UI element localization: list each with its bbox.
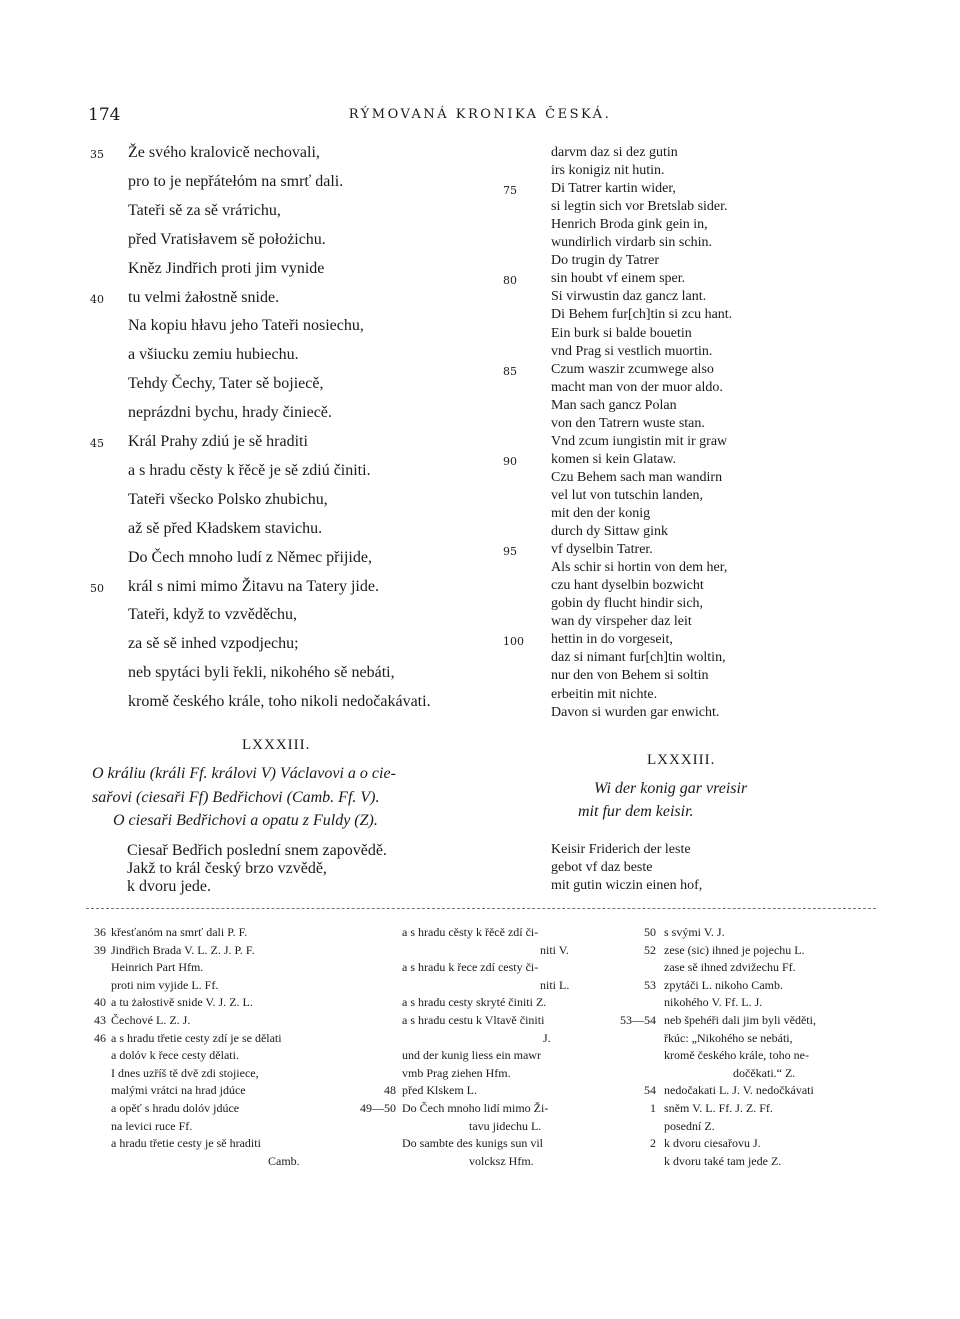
footnote-number: 53 [644, 977, 656, 992]
czech-verse-line: Tateři všecko Polsko zhubichu, [128, 490, 328, 508]
german-verse-line: darvm daz si dez gutin [551, 145, 678, 160]
czech-verse-line: neb spytáci byli řekli, nikohého sě nebáti, [128, 664, 395, 682]
czech-verse-line: před Vratisłavem sě położichu. [128, 230, 326, 248]
footnote-line: a s hradu k řece zdí cesty či- [402, 960, 539, 975]
page-number: 174 [88, 105, 121, 125]
german-verse-line: Henrich Broda gink gein in, [551, 217, 708, 233]
german-verse-line: mit den der konig [551, 506, 651, 521]
left-section-number: LXXXIII. [242, 737, 311, 753]
footnote-line: a s hradu cesty skryté činiti Z. [402, 995, 547, 1010]
footnote-number: 52 [644, 942, 656, 957]
czech-verse-line: Na kopiu hłavu jeho Tateři nosiechu, [128, 317, 364, 335]
running-title: RÝMOVANÁ KRONIKA ČESKÁ. [348, 107, 612, 122]
czech-verse-line: Král Prahy zdiú je sě hraditi [128, 433, 308, 450]
footnote-number: 36 [94, 925, 106, 939]
german-verse-line: vnd Prag si vestlich muortin. [551, 343, 713, 359]
czech-verse-line: kromě českého krále, toho nikoli nedočakávati. [128, 693, 431, 711]
footnote-line: zese (sic) ihned je pojechu L. [664, 942, 805, 957]
german-verse-line: von den Tatrern wuste stan. [551, 415, 705, 431]
footnote-line: a s hradu cěsty k řěcě zdí či- [402, 925, 539, 939]
footnote-line: volcksz Hfm. [469, 1153, 534, 1168]
german-verse-line: si legtin sich vor Bretslab sider. [551, 199, 728, 215]
verse-number: 100 [503, 635, 524, 649]
german-verse-line: vf dyselbin Tatrer. [551, 542, 653, 558]
czech-verse-line: tu velmi żałostně snide. [128, 288, 280, 306]
right-section-title-line: mit fur dem keisir. [578, 803, 694, 820]
german-verse-line: gobin dy flucht hindir sich, [551, 596, 704, 612]
footnote-number: 2 [650, 1136, 656, 1151]
german-verse-line: hettin in do vorgeseit, [551, 632, 673, 648]
german-verse-line: Do trugin dy Tatrer [551, 253, 660, 269]
footnote-number: 49—50 [360, 1101, 396, 1115]
left-section-verse-line: Jakž to král český brzo vzvědě, [127, 860, 327, 877]
czech-verse-line: Tehdy Čechy, Tater sě bojiecě, [128, 375, 324, 393]
footnote-line: Čechové L. Z. J. [111, 1013, 191, 1027]
czech-verse-line: Tateři, když to vzvěděchu, [128, 606, 298, 624]
footnote-number: 50 [644, 925, 656, 939]
footnote-line: Do Čech mnoho lidí mimo Ži- [402, 1101, 549, 1115]
footnote-line: křesťanóm na smrť dali P. F. [111, 925, 248, 939]
german-verse-line: wan dy virspeher daz leit [551, 614, 692, 630]
right-section-verse-line: Keisir Friderich der leste [551, 842, 691, 857]
footnote-line: před Klskem L. [402, 1083, 477, 1098]
footnote-number: 1 [650, 1101, 656, 1115]
footnote-line: zpytáči L. nikoho Camb. [664, 977, 783, 992]
footnote-line: s svými V. J. [664, 925, 725, 939]
right-section-verse-line: gebot vf daz beste [551, 860, 653, 875]
czech-verse-line: král s nimi mimo Žitavu na Tatery jide. [128, 577, 379, 595]
german-verse-line: komen si kein Glataw. [551, 451, 677, 467]
verse-number: 45 [90, 437, 104, 450]
verse-number: 80 [503, 274, 517, 288]
czech-verse-line: pro to je nepřátełóm na smrť dali. [128, 172, 344, 190]
verse-number: 35 [90, 148, 104, 161]
footnote-line: a hradu třetie cesty je sě hraditi [111, 1136, 261, 1151]
german-verse-line: durch dy Sittaw gink [551, 524, 669, 540]
german-verse-line: Si virwustin daz gancz lant. [551, 289, 707, 305]
czech-verse-line: neprázdni bychu, hrady činiecě. [128, 404, 332, 422]
german-verse-line: czu hant dyselbin bozwicht [551, 578, 704, 594]
german-verse-line: Di Behem fur[ch]tin si zcu hant. [551, 307, 733, 323]
german-verse-line: erbeitin mit nichte. [551, 686, 658, 702]
footnote-line: a dolóv k řece cesty dělati. [111, 1048, 239, 1063]
footnote-line: kromě českého krále, toho ne- [664, 1048, 809, 1063]
german-verse-line: Davon si wurden gar enwicht. [551, 704, 720, 720]
left-section-title-line: sařovi (ciesaři Ff) Bedřichovi (Camb. Ff. V). [92, 788, 380, 806]
czech-verse-line: za sě sě inhed vzpodjechu; [128, 635, 299, 653]
czech-verse-line: Do Čech mnoho ludí z Němec přijide, [128, 548, 372, 566]
footnote-line: tavu jidechu L. [469, 1118, 542, 1133]
footnote-line: sněm V. L. Ff. J. Z. Ff. [664, 1101, 773, 1115]
footnote-line: und der kunig liess ein mawr [402, 1048, 541, 1063]
footnote-number: 48 [384, 1083, 396, 1098]
footnote-line: nikohého V. Ff. L. J. [664, 995, 763, 1010]
footnote-line: malými vrátci na hrad jdúce [111, 1083, 246, 1098]
german-verse-line: Man sach gancz Polan [551, 397, 677, 413]
footnote-line: nedočakati L. J. V. nedočkávati [664, 1083, 814, 1098]
left-section-verse-line: k dvoru jede. [127, 878, 211, 895]
footnote-line: k dvoru také tam jede Z. [664, 1153, 782, 1168]
footnote-line: proti nim vyjide L. Ff. [111, 977, 219, 992]
footnote-line: Heinrich Part Hfm. [111, 960, 204, 975]
footnote-number: 53—54 [620, 1013, 656, 1027]
footnote-number: 46 [94, 1030, 106, 1045]
german-verse-line: vel lut von tutschin landen, [551, 487, 704, 503]
footnote-number: 54 [644, 1083, 656, 1098]
right-section-verse-line: mit gutin wiczin einen hof, [551, 878, 703, 893]
german-verse-line: daz si nimant fur[ch]tin woltin, [551, 650, 726, 666]
footnote-line: a opěť s hradu dolóv jdúce [111, 1101, 240, 1115]
footnote-line: neb špehéři dali jim byli věděti, [664, 1013, 816, 1027]
footnote-line: Camb. [268, 1153, 300, 1168]
left-section-title-line: O králiu (králi Ff. královi V) Václavovi a o cie- [92, 765, 396, 782]
footnote-line: niti V. [540, 942, 569, 957]
footnote-line: a s hradu třetie cesty zdí je se dělati [111, 1030, 282, 1045]
german-verse-line: Czum waszir zcumwege also [551, 361, 714, 377]
footnote-line: I dnes uzříš tě dvě zdi stojiece, [111, 1065, 259, 1080]
german-verse-line: Ein burk si balde bouetin [551, 325, 692, 341]
footnote-line: Jindřich Brada V. L. Z. J. P. F. [111, 942, 255, 957]
german-verse-line: Di Tatrer kartin wider, [551, 181, 676, 197]
czech-verse-line: Že svého kralovicě nechovali, [128, 144, 320, 161]
right-section-title-line: Wi der konig gar vreisir [594, 780, 748, 797]
footnote-line: Do sambte des kunigs sun vil [402, 1136, 543, 1151]
german-verse-line: sin houbt vf einem sper. [551, 271, 686, 287]
footnote-line: posední Z. [664, 1118, 715, 1133]
footnote-line: řkúc: „Nikohého se nebáti, [664, 1030, 793, 1045]
verse-number: 75 [503, 184, 517, 198]
czech-verse-line: a s hradu cěsty k řěcě je sě zdiú činiti. [128, 461, 371, 479]
right-section-number: LXXXIII. [647, 752, 716, 768]
footnote-number: 40 [94, 995, 106, 1010]
verse-number: 85 [503, 364, 517, 378]
german-verse-line: irs konigiz nit hutin. [551, 163, 665, 179]
left-section-verse-line: Ciesař Bedřich poslední snem zapovědě. [127, 842, 387, 859]
footnote-line: J. [543, 1030, 551, 1045]
verse-number: 90 [503, 454, 517, 468]
footnote-line: zase sě ihned zdvižechu Ff. [664, 960, 796, 975]
footnote-line: a tu żałostivě snide V. J. Z. L. [111, 995, 253, 1010]
footnote-divider [86, 908, 876, 909]
german-verse-line: nur den von Behem si soltin [551, 668, 709, 684]
footnote-line: na levici ruce Ff. [111, 1118, 193, 1133]
german-verse-line: Als schir si hortin von dem her, [551, 560, 728, 576]
czech-verse-line: Tateři sě za sě vráтichu, [128, 201, 281, 219]
footnote-line: k dvoru ciesařovu J. [664, 1136, 761, 1151]
left-section-title-line: O ciesaři Bedřichovi a opatu z Fuldy (Z). [113, 812, 378, 829]
footnote-line: niti L. [540, 977, 570, 992]
czech-verse-line: a všiucku zemiu hubiechu. [128, 346, 299, 364]
verse-number: 95 [503, 545, 517, 559]
verse-number: 40 [90, 292, 104, 306]
czech-verse-line: Kněz Jindřich proti jim vynide [128, 259, 325, 277]
german-verse-line: Vnd zcum iungistin mit ir graw [551, 433, 728, 449]
german-verse-line: Czu Behem sach man wandirn [551, 469, 723, 485]
german-verse-line: macht man von der muor aldo. [551, 379, 723, 395]
german-verse-line: wundirlich virdarb sin schin. [551, 235, 712, 251]
footnote-number: 39 [94, 942, 106, 957]
footnote-number: 43 [94, 1013, 106, 1027]
footnote-line: vmb Prag ziehen Hfm. [402, 1065, 511, 1080]
czech-verse-line: až sě před Kładskem stavichu. [128, 519, 323, 537]
verse-number: 50 [90, 581, 104, 595]
footnote-line: dočěkati.“ Z. [733, 1065, 796, 1080]
footnote-line: a s hradu cestu k Vltavě činiti [402, 1013, 545, 1027]
